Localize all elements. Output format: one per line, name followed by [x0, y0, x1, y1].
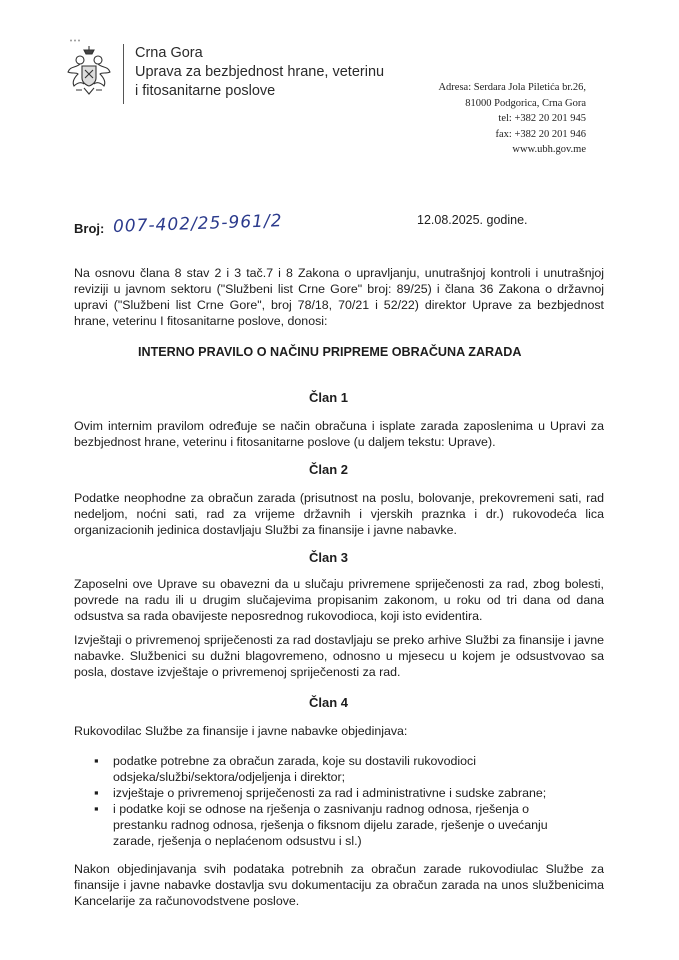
article-1-text: Ovim internim pravilom određuje se način obračuna i isplate zarada zaposlenima u Upravi za bezbjednost hrane, veterinu i fitosanitarne poslove (u daljem tekstu: Uprave).	[74, 419, 604, 449]
document-date: 12.08.2025. godine.	[417, 213, 528, 227]
country-name: Crna Gora	[135, 45, 203, 61]
list-item: ▪ podatke potrebne za obračun zarada, koje su dostavili rukovodioci odsjeka/službi/sektora/odjeljenja i direktor;	[92, 753, 582, 785]
article-4-list	[92, 753, 582, 849]
list-item: ▪ i podatke koji se odnose na rješenja o zasnivanju radnog odnosa, rješenja o prestanku radnog odnosa, rješenja o fiksnom dijelu zarade, rješenje o uvećanju zarade, rješenja o neplaćenom odsustvu i sl.)	[92, 801, 582, 849]
address-tel: tel: +382 20 201 945	[498, 113, 586, 124]
article-4-closing: Nakon objedinjavanja svih podataka potrebnih za obračun zarade rukovodiulac Službe za finansije i javne nabavke dostavlja svu dokumentaciju za obračun zarada na unos službenicima Kancelarije za računovodstvene poslove.	[74, 862, 604, 908]
article-4-intro: Rukovodilac Službe za finansije i javne nabavke objedinjava:	[74, 724, 408, 738]
reference-label: Broj:	[74, 221, 105, 236]
address-block	[438, 80, 586, 158]
scan-mark	[69, 38, 81, 43]
article-2-text: Podatke neophodne za obračun zarada (prisutnost na poslu, bolovanje, prekovremeni sati, rad nedeljom, noćni sati, rad za vrijeme državnih i vjerskih praznka i dr.) rukovodeća lica organizacionih jedinica dostavljaju Službi za finansije i javne nabavke.	[74, 491, 604, 537]
organization-block	[135, 44, 384, 101]
coat-of-arms-icon	[66, 44, 112, 96]
agency-name-line2: i fitosanitarne poslove	[135, 83, 276, 99]
article-3-paragraph-2: Izvještaji o privremenoj spriječenosti za rad dostavljaju se preko arhive Službi za finansije i javne nabavke. Službenici su dužni blagovremeno, odnosno u mjesecu u kojem je odsustvovao sa posla, dostave izvještaje o privremenoj spriječenosti za rad.	[74, 633, 604, 679]
preamble-paragraph: Na osnovu člana 8 stav 2 i 3 tač.7 i 8 Zakona o upravljanju, unutrašnjoj kontroli i unutrašnjoj reviziji u javnom sektoru ("Službeni list Crne Gore" broj: 89/25) i člana 36 Zakona o državnoj upravi ("Službeni list Crne Gore", broj 78/18, 70/21 i 52/22) direktor Uprave za bezbjednost hrane, veterinu I fitosanitarne poslove, donosi:	[74, 266, 604, 328]
article-2-heading: Član 2	[309, 462, 349, 477]
address-fax: fax: +382 20 201 946	[495, 128, 586, 140]
article-3-heading: Član 3	[309, 550, 349, 565]
address-street: Adresa: Serdara Jola Piletića br.26,	[438, 82, 586, 93]
list-item: ▪ izvještaje o privremenoj spriječenosti za rad i administrativne i sudske zabrane;	[92, 785, 582, 801]
header-divider	[123, 44, 124, 104]
address-city: 81000 Podgorica, Crna Gora	[465, 97, 586, 109]
handwritten-reference-number: 007-402/25-961/2	[112, 211, 283, 237]
article-3-paragraph-1: Zaposelni ove Uprave su obavezni da u slučaju privremene spriječenosti za rad, zbog bolesti, povrede na radu ili u drugim slučajevima propisanim zakonom, u roku od tri dana od dana odsustva sa rada obavijeste neposrednog rukovodioca, koji isto evidentira.	[74, 577, 604, 623]
document-title: INTERNO PRAVILO O NAČINU PRIPREME OBRAČUNA ZARADA	[138, 345, 522, 359]
address-web: www.ubh.gov.me	[512, 144, 586, 155]
article-1-heading: Član 1	[309, 390, 349, 405]
article-4-heading: Član 4	[309, 695, 349, 710]
agency-name-line1: Uprava za bezbjednost hrane, veterinu	[135, 64, 385, 80]
